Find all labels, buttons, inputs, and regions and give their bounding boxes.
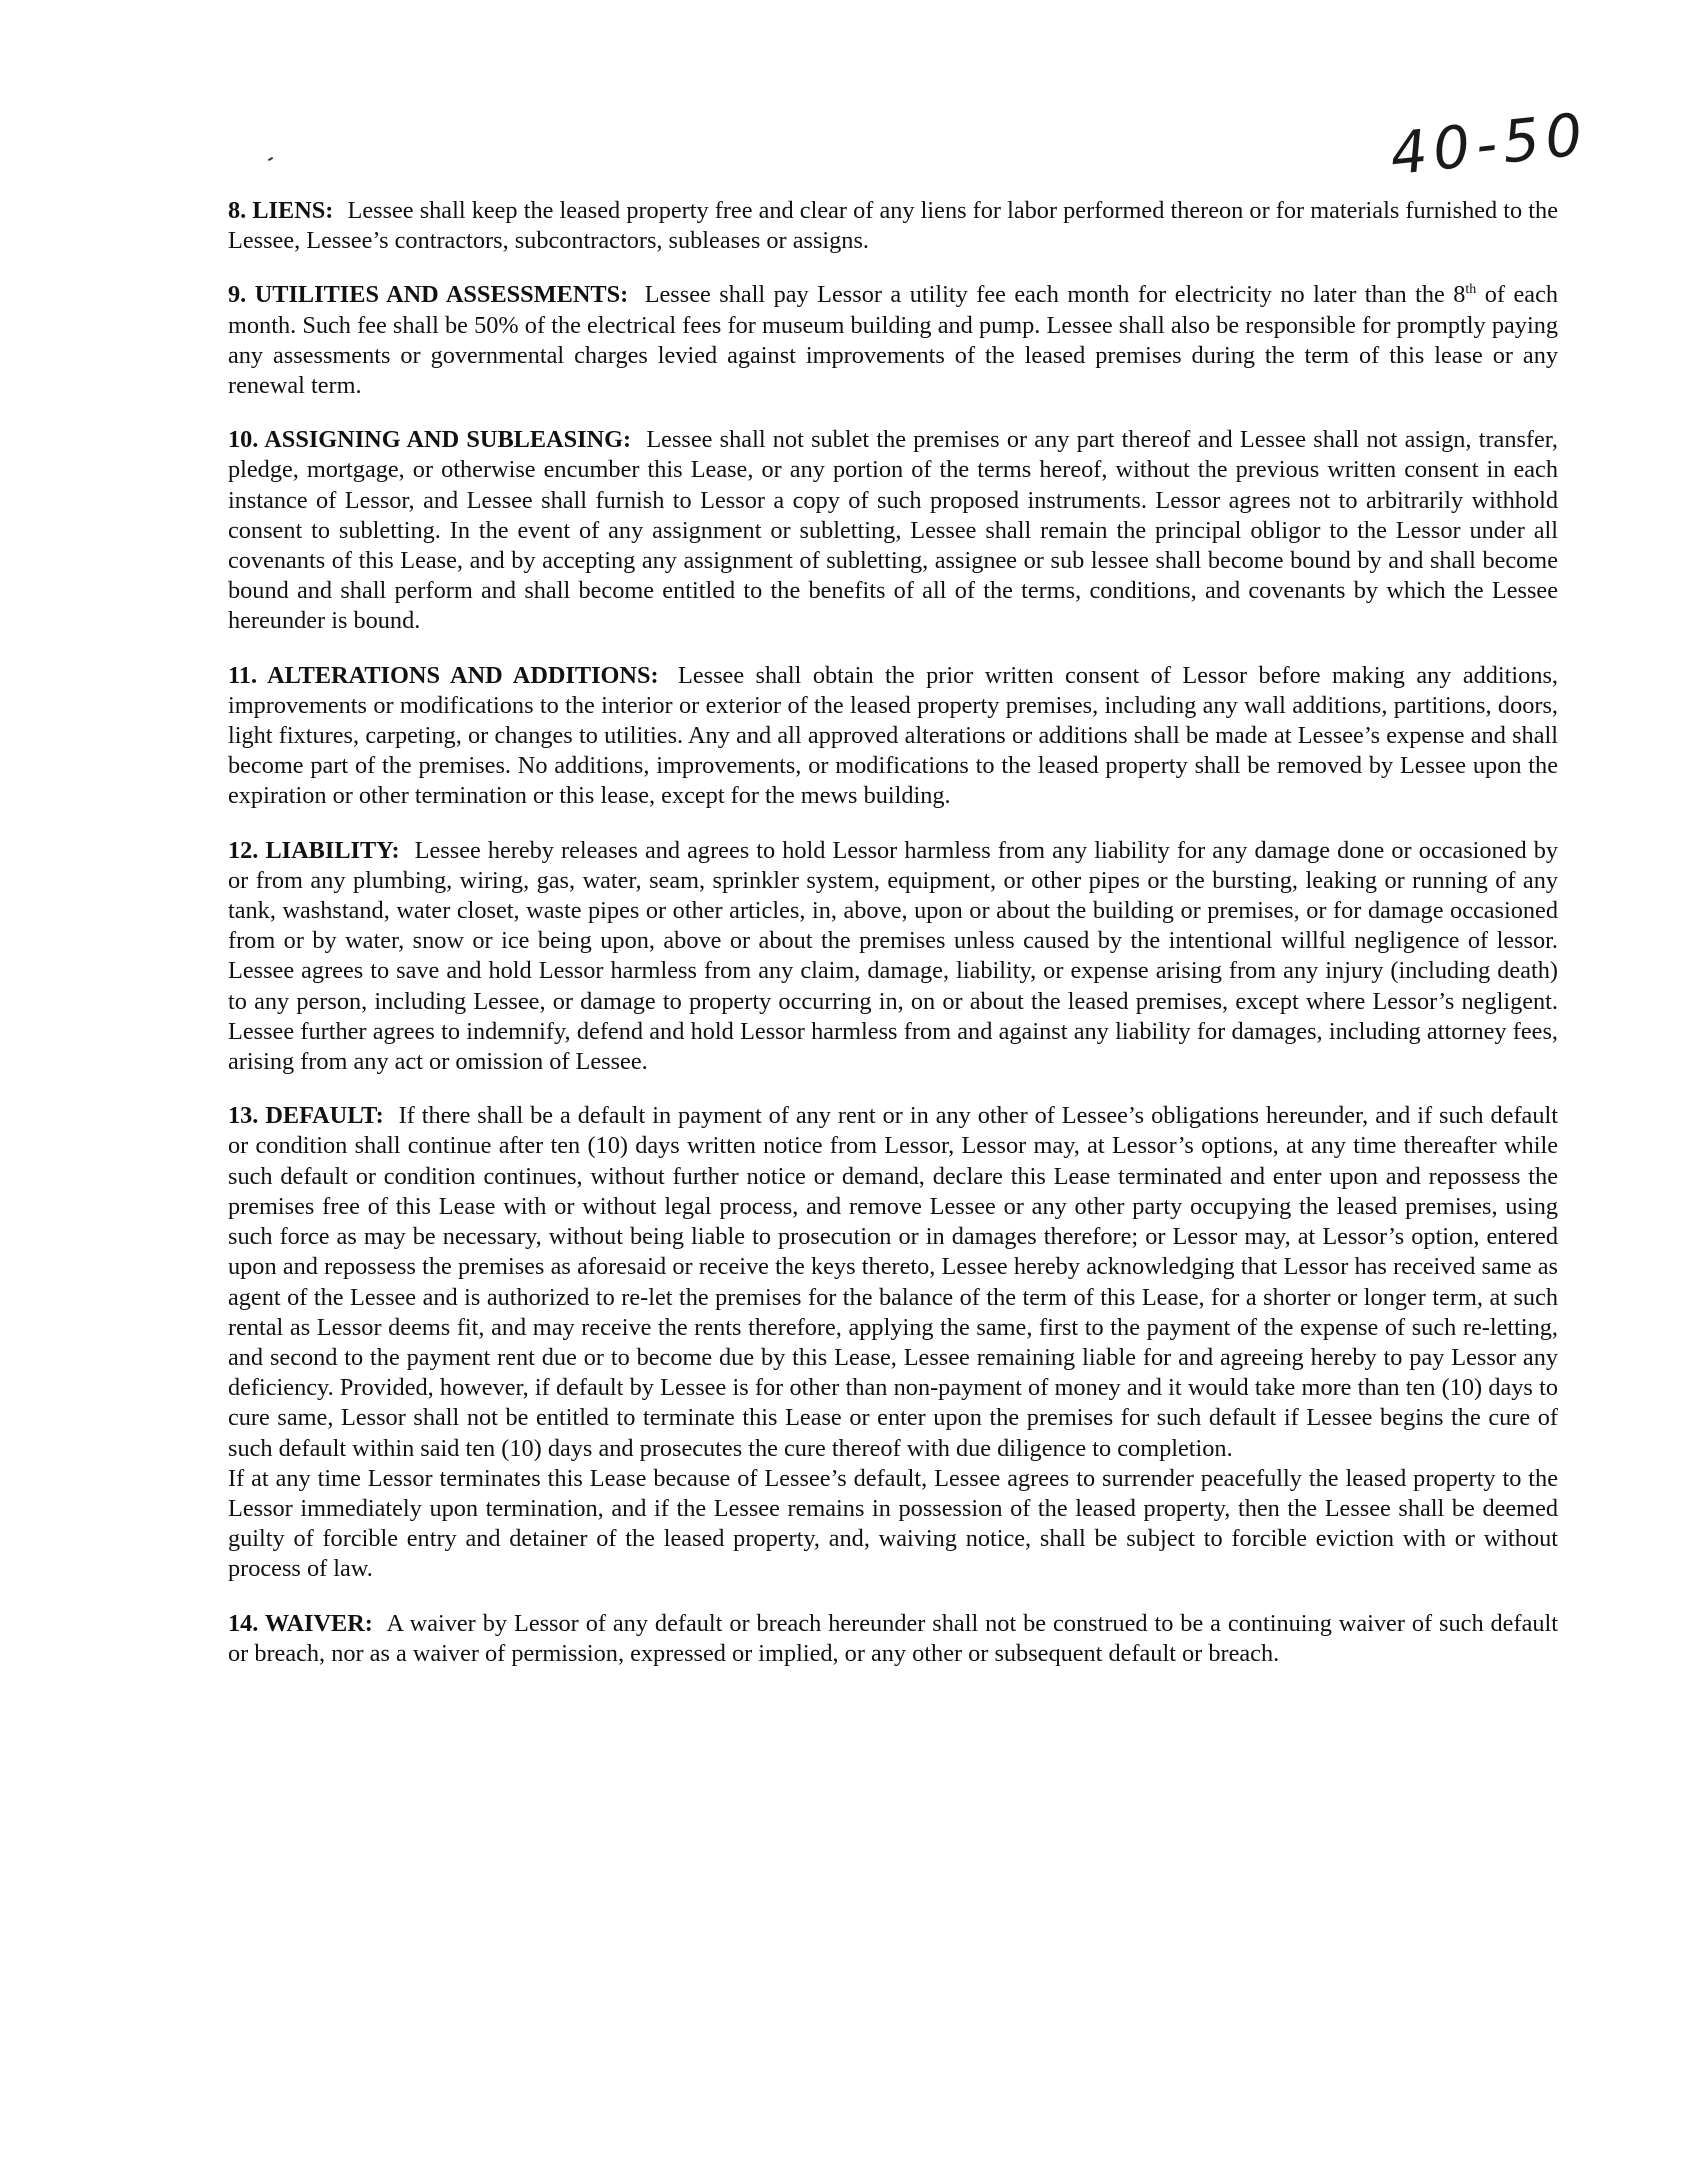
clause-body: Lessee shall not sublet the premises or any part thereof and Lessee shall not assign, transfer, pledge, mortgage, or otherwise encumber this Lease, or any portion of the terms hereof, without the previous written consent in each instance of Lessor, and Lessee shall furnish to Lessor a copy of such proposed instruments. Lessor agrees not to arbitrarily withhold consent to subletting. In the event of any assignment or subletting, Lessee shall remain the principal obligor to the Lessor under all covenants of this Lease, and by accepting any assignment of subletting, assignee or sub lessee shall become bound by and shall become bound and shall perform and shall become entitled to the benefits of all of the terms, conditions, and covenants by which the Lessee hereunder is bound.	[228, 426, 1558, 635]
clause-heading: 9. UTILITIES AND ASSESSMENTS:	[228, 281, 629, 309]
clause-assigning-and-subleasing	[228, 425, 1558, 636]
clause-body: A waiver by Lessor of any default or breach hereunder shall not be construed to be a continuing waiver of such default or breach, nor as a waiver of permission, expressed or implied, or any other or subsequent default or breach.	[228, 1609, 1558, 1667]
clause-waiver	[228, 1609, 1558, 1669]
clause-body-second-paragraph: If at any time Lessor terminates this Lease because of Lessee’s default, Lessee agrees to surrender peacefully the leased property to the Lessor immediately upon termination, and if the Lessee remains in possession of the leased property, then the Lessee shall be deemed guilty of forcible entry and detainer of the leased property, and, waiving notice, shall be subject to forcible eviction with or without process of law.	[228, 1464, 1558, 1583]
clause-body: Lessee shall keep the leased property free and clear of any liens for labor performed thereon or for materials furnished to the Lessee, Lessee’s contractors, subcontractors, subleases or assigns.	[228, 197, 1558, 255]
clause-heading: 13. DEFAULT:	[228, 1102, 384, 1130]
clause-heading: 10. ASSIGNING AND SUBLEASING:	[228, 426, 632, 454]
clause-body: Lessee hereby releases and agrees to hold Lessor harmless from any liability for any damage done or occasioned by or from any plumbing, wiring, gas, water, seam, sprinkler system, equipment, or other pipes or the bursting, leaking or running of any tank, washstand, water closet, waste pipes or other articles, in, above, upon or about the building or premises, or for damage occasioned from or by water, snow or ice being upon, above or about the premises unless caused by the intentional willful negligence of lessor. Lessee agrees to save and hold Lessor harmless from any claim, damage, liability, or expense arising from any injury (including death) to any person, including Lessee, or damage to property occurring in, on or about the leased premises, except where Lessor’s negligent. Lessee further agrees to indemnify, defend and hold Lessor harmless from and against any liability for damages, including attorney fees, arising from any act or omission of Lessee.	[228, 836, 1558, 1076]
scan-speck	[268, 157, 273, 161]
clause-body: Lessee shall pay Lessor a utility fee each month for electricity no later than the 8	[644, 281, 1466, 309]
clause-liens	[228, 196, 1558, 256]
clause-body: Lessee shall obtain the prior written consent of Lessor before making any additions, improvements or modifications to the interior or exterior of the leased property premises, including any wall additions, partitions, doors, light fixtures, carpeting, or changes to utilities. Any and all approved alterations or additions shall be made at Lessee’s expense and shall become part of the premises. No additions, improvements, or modifications to the leased property shall be removed by Lessee upon the expiration or other termination or this lease, except for the mews building.	[228, 661, 1558, 810]
clause-utilities-and-assessments	[228, 280, 1558, 401]
clause-alterations-and-additions	[228, 661, 1558, 812]
ordinal-suffix: th	[1465, 282, 1477, 298]
handwritten-page-number: 40-50	[1386, 99, 1592, 189]
clause-liability	[228, 836, 1558, 1078]
clause-heading: 12. LIABILITY:	[228, 836, 400, 864]
clause-heading: 8. LIENS:	[228, 197, 334, 224]
clause-heading: 11. ALTERATIONS AND ADDITIONS:	[228, 661, 659, 689]
clause-default	[228, 1101, 1558, 1584]
clause-body: If there shall be a default in payment of any rent or in any other of Lessee’s obligations hereunder, and if such default or condition shall continue after ten (10) days written notice from Lessor, Lessor may, at Lessor’s options, at any time thereafter while such default or condition continues, without further notice or demand, declare this Lease terminated and enter upon and repossess the premises free of this Lease with or without legal process, and remove Lessee or any other party occupying the leased premises, using such force as may be necessary, without being liable to prosecution or in damages therefore; or Lessor may, at Lessor’s option, entered upon and repossess the premises as aforesaid or receive the keys thereto, Lessee hereby acknowledging that Lessor has received same as agent of the Lessee and is authorized to re-let the premises for the balance of the term of this Lease, for a shorter or longer term, at such rental as Lessor deems fit, and may receive the rents therefore, applying the same, first to the payment of the expense of such re-letting, and second to the payment rent due or to become due by this Lease, Lessee remaining liable for and agreeing hereby to pay Lessor any deficiency. Provided, however, if default by Lessee is for other than non-payment of money and it would take more than ten (10) days to cure same, Lessor shall not be entitled to terminate this Lease or enter upon the premises for such default if Lessee begins the cure of such default within said ten (10) days and prosecutes the cure thereof with due diligence to completion.	[228, 1102, 1558, 1462]
lease-clauses	[228, 196, 1558, 1693]
clause-heading: 14. WAIVER:	[228, 1609, 373, 1637]
clause-body-continued: of each month. Such fee shall be 50% of the electrical fees for museum building and pump. Lessee shall also be responsible for promptly paying any assessments or governmental charges levied against improvements of the leased premises during the term of this lease or any renewal term.	[228, 281, 1558, 400]
